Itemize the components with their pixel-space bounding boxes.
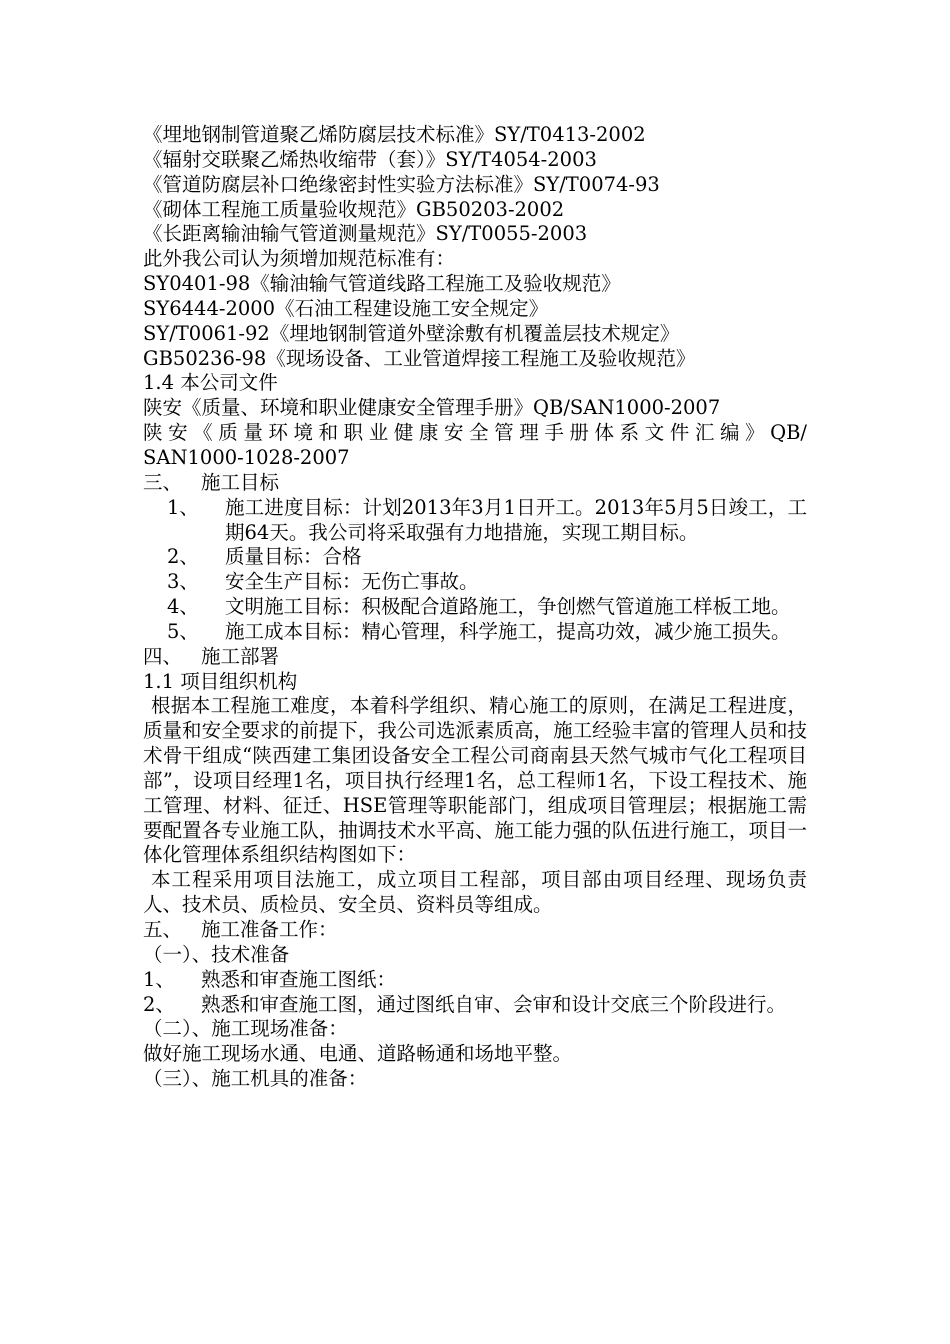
goal-item — [143, 595, 807, 620]
document-body — [143, 123, 807, 1092]
goal-number: 3、 — [167, 570, 199, 594]
subsection-heading: 1.1 项目组织机构 — [143, 669, 298, 693]
section-number: 三、 — [143, 470, 183, 494]
goal-text: 施工成本目标：精心管理，科学施工，提高功效，减少施工损失。 — [225, 619, 791, 643]
goal-text: 安全生产目标：无伤亡事故。 — [225, 570, 479, 594]
company-doc-item-continued: SAN1000-1028-2007 — [143, 445, 350, 469]
subsection-heading: （三）、施工机具的准备： — [143, 1067, 368, 1091]
subsection-heading: （二）、施工现场准备： — [143, 1017, 348, 1041]
site-preparation-text: 做好施工现场水通、电通、道路畅通和场地平整。 — [143, 1042, 573, 1066]
goal-item — [143, 620, 807, 645]
goal-item — [143, 570, 807, 595]
organization-paragraph: 根据本工程施工难度，本着科学组织、精心施工的原则，在满足工程进度，质量和安全要求的前提下，我公司选派素质高，施工经验丰富的管理人员和技术骨干组成“陕西建工集团设备安全工程公司商南县天然气城市气化工程项目部”，设项目经理1名，项目执行经理1名，总工程师1名，下设工程技术、施工管理、材料、征迁、HSE管理等职能部门，组成项目管理层；根据施工需要配置各专业施工队，抽调技术水平高、施工能力强的队伍进行施工，项目一体化管理体系组织结构图如下： — [143, 694, 807, 867]
subsection-heading: （一）、技术准备 — [143, 942, 290, 966]
section-heading-deployment — [143, 645, 807, 670]
section-heading-preparation — [143, 918, 807, 943]
goal-text: 施工进度目标：计划2013年3月1日开工。2013年5月5日竣工，工期64天。我公司将采取强有力地措施，实现工期目标。 — [225, 495, 807, 544]
goal-number: 2、 — [167, 545, 199, 569]
step-item — [143, 993, 807, 1018]
additional-standards-list — [143, 272, 807, 371]
standard-item: 《埋地钢制管道聚乙烯防腐层技术标准》SY/T0413-2002 — [143, 123, 646, 146]
standards-list — [143, 123, 807, 247]
step-text: 熟悉和审查施工图，通过图纸自审、会审和设计交底三个阶段进行。 — [201, 992, 787, 1016]
section-number: 四、 — [143, 644, 183, 668]
additional-standard-item: SY/T0061-92《埋地钢制管道外壁涂敷有机覆盖层技术规定》 — [143, 321, 680, 345]
section-heading-goals — [143, 471, 807, 496]
standard-item: 《砌体工程施工质量验收规范》GB50203-2002 — [143, 197, 565, 221]
project-method-paragraph: 本工程采用项目法施工，成立项目工程部，项目部由项目经理、现场负责人、技术员、质检员、安全员、资料员等组成。 — [143, 868, 807, 917]
additional-standard-item: SY6444-2000《石油工程建设施工安全规定》 — [143, 296, 549, 320]
goal-number: 4、 — [167, 595, 199, 619]
step-item — [143, 968, 807, 993]
additional-standard-item: SY0401-98《输油输气管道线路工程施工及验收规范》 — [143, 272, 621, 296]
goal-number: 5、 — [167, 619, 199, 643]
goal-text: 质量目标：合格 — [225, 545, 362, 569]
standard-item: 《管道防腐层补口绝缘密封性实验方法标准》SY/T0074-93 — [143, 172, 660, 196]
additional-standards-intro: 此外我公司认为须增加规范标准有： — [143, 247, 456, 271]
standard-item: 《辐射交联聚乙烯热收缩带（套）》SY/T4054-2003 — [143, 147, 597, 171]
preparation-steps — [143, 968, 807, 1018]
step-number: 1、 — [143, 967, 175, 991]
step-number: 2、 — [143, 992, 175, 1016]
goals-list — [143, 496, 807, 645]
standard-item: 《长距离输油输气管道测量规范》SY/T0055-2003 — [143, 222, 588, 246]
section-title: 施工准备工作： — [201, 918, 338, 941]
section-title: 施工目标 — [201, 470, 280, 494]
company-doc-item: 陕安《质量环境和职业健康安全管理手册体系文件汇编》QB/ — [143, 421, 807, 445]
additional-standard-item: GB50236-98《现场设备、工业管道焊接工程施工及验收规范》 — [143, 346, 696, 370]
goal-item — [143, 545, 807, 570]
goal-text: 文明施工目标：积极配合道路施工，争创燃气管道施工样板工地。 — [225, 595, 791, 619]
step-text: 熟悉和审查施工图纸： — [201, 967, 397, 991]
section-title: 施工部署 — [201, 644, 280, 668]
company-docs-heading: 1.4 本公司文件 — [143, 371, 278, 395]
section-number: 五、 — [143, 918, 183, 941]
goal-number: 1、 — [167, 495, 199, 519]
goal-item — [143, 496, 807, 546]
company-doc-item: 陕安《质量、环境和职业健康安全管理手册》QB/SAN1000-2007 — [143, 396, 721, 420]
